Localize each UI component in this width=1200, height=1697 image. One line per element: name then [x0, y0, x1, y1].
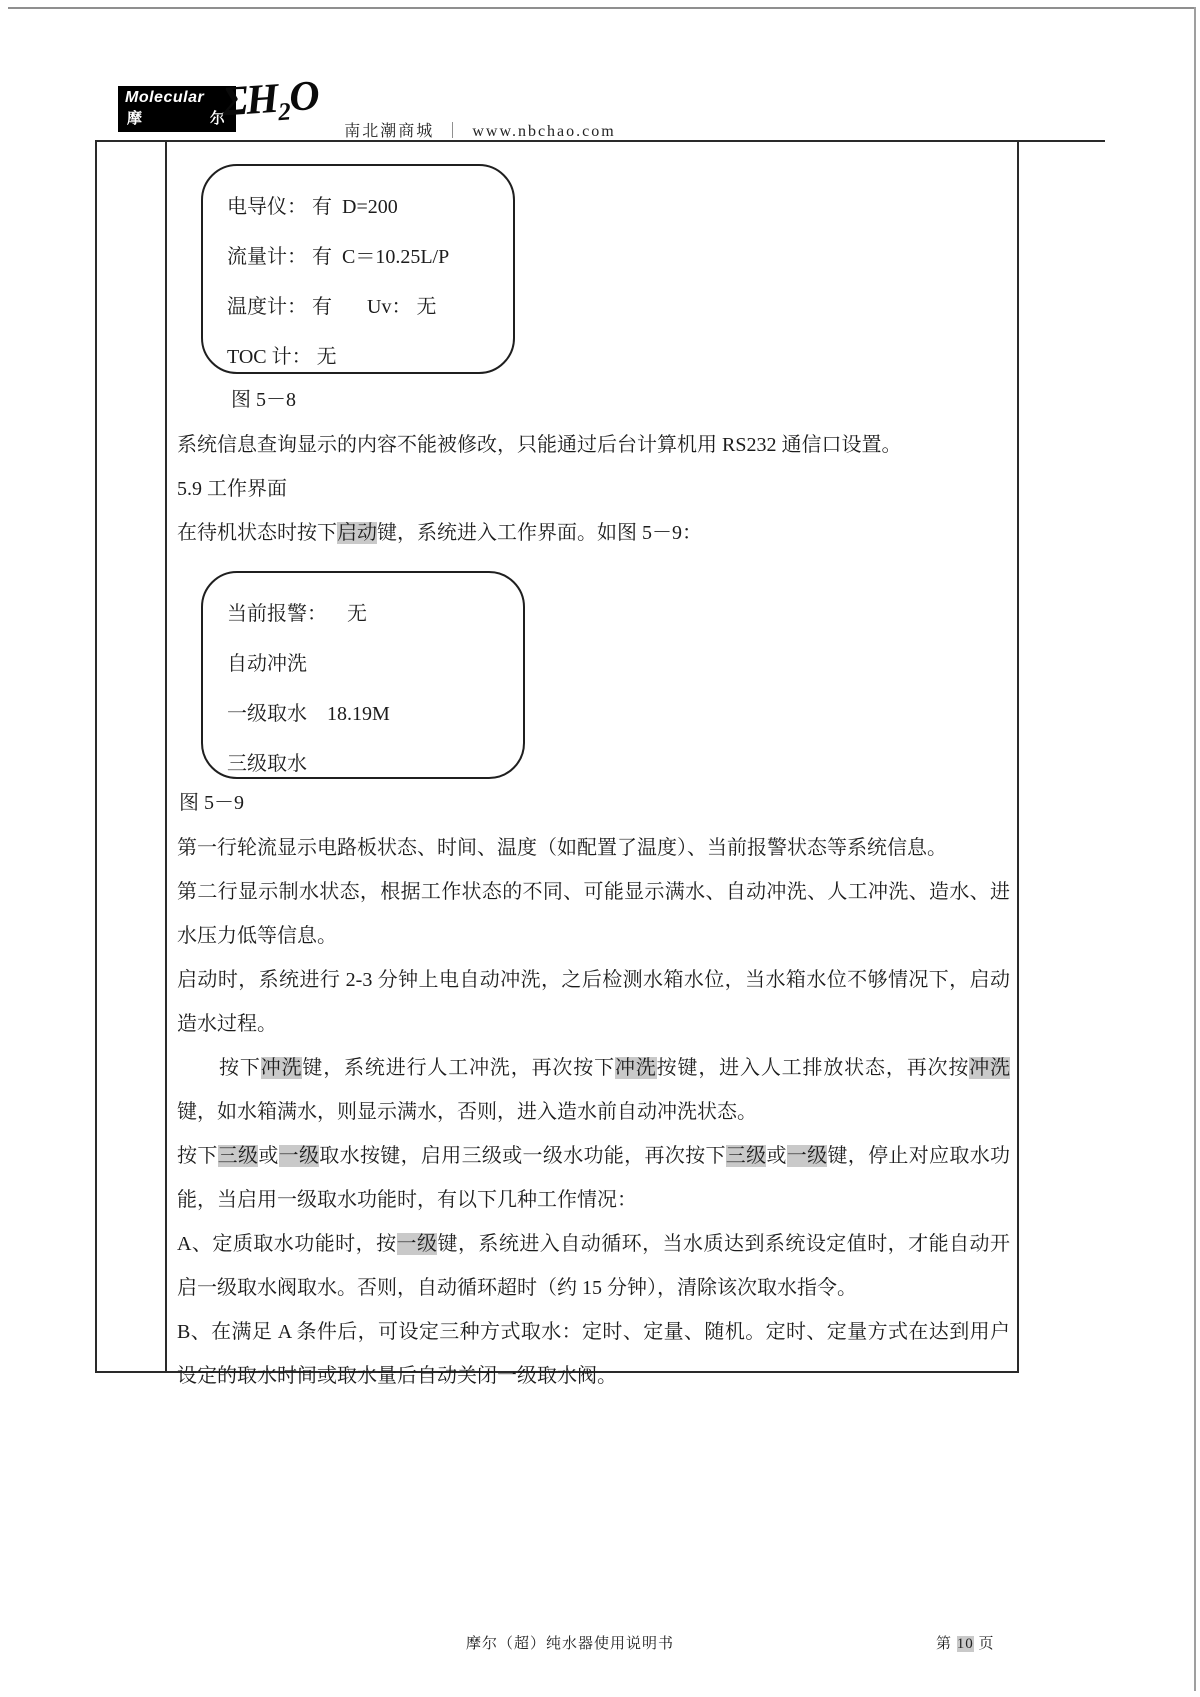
highlighted-key-term: 一级 — [278, 1145, 320, 1167]
para-rs232-note — [177, 423, 1010, 467]
text-segment: 页 — [973, 1636, 995, 1652]
logo-brand-en: Molecular — [125, 89, 205, 106]
highlighted-key-term: 启动 — [337, 522, 377, 544]
text-segment: 取水按键，启用三级或一级水功能，再次按下 — [319, 1145, 726, 1167]
display-line: 三级取水 — [227, 753, 307, 775]
para-level-keys — [177, 1134, 1010, 1222]
logo-brand-cn-char2: 尔 — [209, 111, 225, 127]
table-border-divider — [165, 140, 167, 1373]
text-segment: 键，系统进行人工冲洗，再次按下 — [302, 1057, 615, 1079]
text-segment: 第一行轮流显示电路板状态、时间、温度（如配置了温度）、当前报警状态等系统信息。 — [177, 837, 947, 859]
para-item-a — [177, 1222, 1010, 1310]
header-separator: ｜ — [444, 123, 463, 140]
scan-artifact-top-line — [8, 7, 1196, 9]
highlighted-key-term: 10 — [956, 1636, 974, 1652]
para-start-key — [177, 511, 1010, 555]
figure-5-8-display-box — [201, 164, 515, 374]
figure-5-8-caption: 图 5－8 — [231, 389, 296, 411]
section-5-9-heading — [177, 467, 1010, 511]
site-url: www.nbchao.com — [472, 123, 616, 140]
text-segment: 启动时，系统进行 2-3 分钟上电自动冲洗，之后检测水箱水位，当水箱水位不够情况下，启动造水过程。 — [177, 969, 1010, 1035]
highlighted-key-term: 冲洗 — [614, 1057, 657, 1079]
highlighted-key-term: 冲洗 — [969, 1057, 1011, 1079]
highlighted-key-term: 一级 — [396, 1233, 438, 1255]
footer-doc-title: 摩尔（超）纯水器使用说明书 — [465, 1636, 674, 1652]
text-segment: 键，系统进入自动循环，当水质达到系统设定值时，才能自动开启一级取水阀取水。否则，自动循环超时（约 15 分钟），清除该次取水指令。 — [177, 1233, 1011, 1299]
figure-5-9-caption: 图 5－9 — [179, 792, 244, 814]
figure-5-9-display-box — [201, 571, 525, 779]
text-segment: 第 — [936, 1636, 957, 1652]
site-header — [0, 118, 960, 141]
display-line: TOC 计： 无 — [227, 346, 337, 368]
body-paragraphs — [177, 826, 1010, 1398]
display-line: 温度计： 有 Uv： 无 — [227, 296, 437, 318]
para-item-b — [177, 1310, 1010, 1398]
text-segment: 键，系统进入工作界面。如图 5－9： — [377, 522, 702, 544]
text-segment: 或 — [766, 1145, 787, 1167]
text-segment: 键，如水箱满水，则显示满水，否则，进入造水前自动冲洗状态。 — [177, 1101, 757, 1123]
text-segment: 或 — [258, 1145, 279, 1167]
text-segment: 5.9 工作界面 — [177, 478, 287, 500]
text-segment: 第二行显示制水状态，根据工作状态的不同、可能显示满水、自动冲洗、人工冲洗、造水、进水压力低等信息。 — [177, 881, 1010, 947]
display-line: 流量计： 有 C＝10.25L/P — [227, 246, 450, 268]
para-line1-info — [177, 826, 1010, 870]
text-segment: A、定质取水功能时，按 — [177, 1233, 397, 1255]
display-line: 电导仪： 有 D=200 — [227, 196, 398, 218]
site-name: 南北潮商城 — [344, 123, 435, 140]
display-line: 当前报警： 无 — [227, 603, 367, 625]
document-content — [177, 150, 1010, 1398]
highlighted-key-term: 三级 — [725, 1145, 767, 1167]
logo-h2o-formula: ΣH₂O — [220, 72, 320, 126]
table-border-right — [1017, 140, 1019, 1373]
para-startup-flush — [177, 958, 1010, 1046]
scan-artifact-right-line — [1194, 7, 1196, 1691]
text-segment: 在待机状态时按下 — [177, 522, 337, 544]
header-rule — [95, 140, 1105, 142]
display-line: 一级取水 18.19M — [227, 703, 390, 725]
text-segment: 键，停止对应取水功能，当启用一级取水功能时，有以下几种工作情况： — [177, 1145, 1011, 1211]
logo-brand-cn-char1: 摩 — [127, 111, 143, 127]
intro-paragraphs — [177, 423, 1010, 555]
text-segment: 按下 — [219, 1057, 261, 1079]
highlighted-key-term: 一级 — [786, 1145, 828, 1167]
table-border-left — [95, 140, 97, 1373]
para-flush-key — [177, 1046, 1010, 1134]
footer-page-number — [936, 1632, 995, 1653]
text-segment: 按下 — [177, 1145, 218, 1167]
highlighted-key-term: 三级 — [217, 1145, 259, 1167]
highlighted-key-term: 冲洗 — [260, 1057, 303, 1079]
para-line2-info — [177, 870, 1010, 958]
text-segment: B、在满足 A 条件后，可设定三种方式取水：定时、定量、随机。定时、定量方式在达到用户设定的取水时间或取水量后自动关闭一级取水阀。 — [177, 1321, 1010, 1387]
display-line: 自动冲洗 — [227, 653, 307, 675]
text-segment: 按键，进入人工排放状态，再次按 — [656, 1057, 970, 1079]
text-segment: 系统信息查询显示的内容不能被修改，只能通过后台计算机用 RS232 通信口设置。 — [177, 434, 902, 456]
